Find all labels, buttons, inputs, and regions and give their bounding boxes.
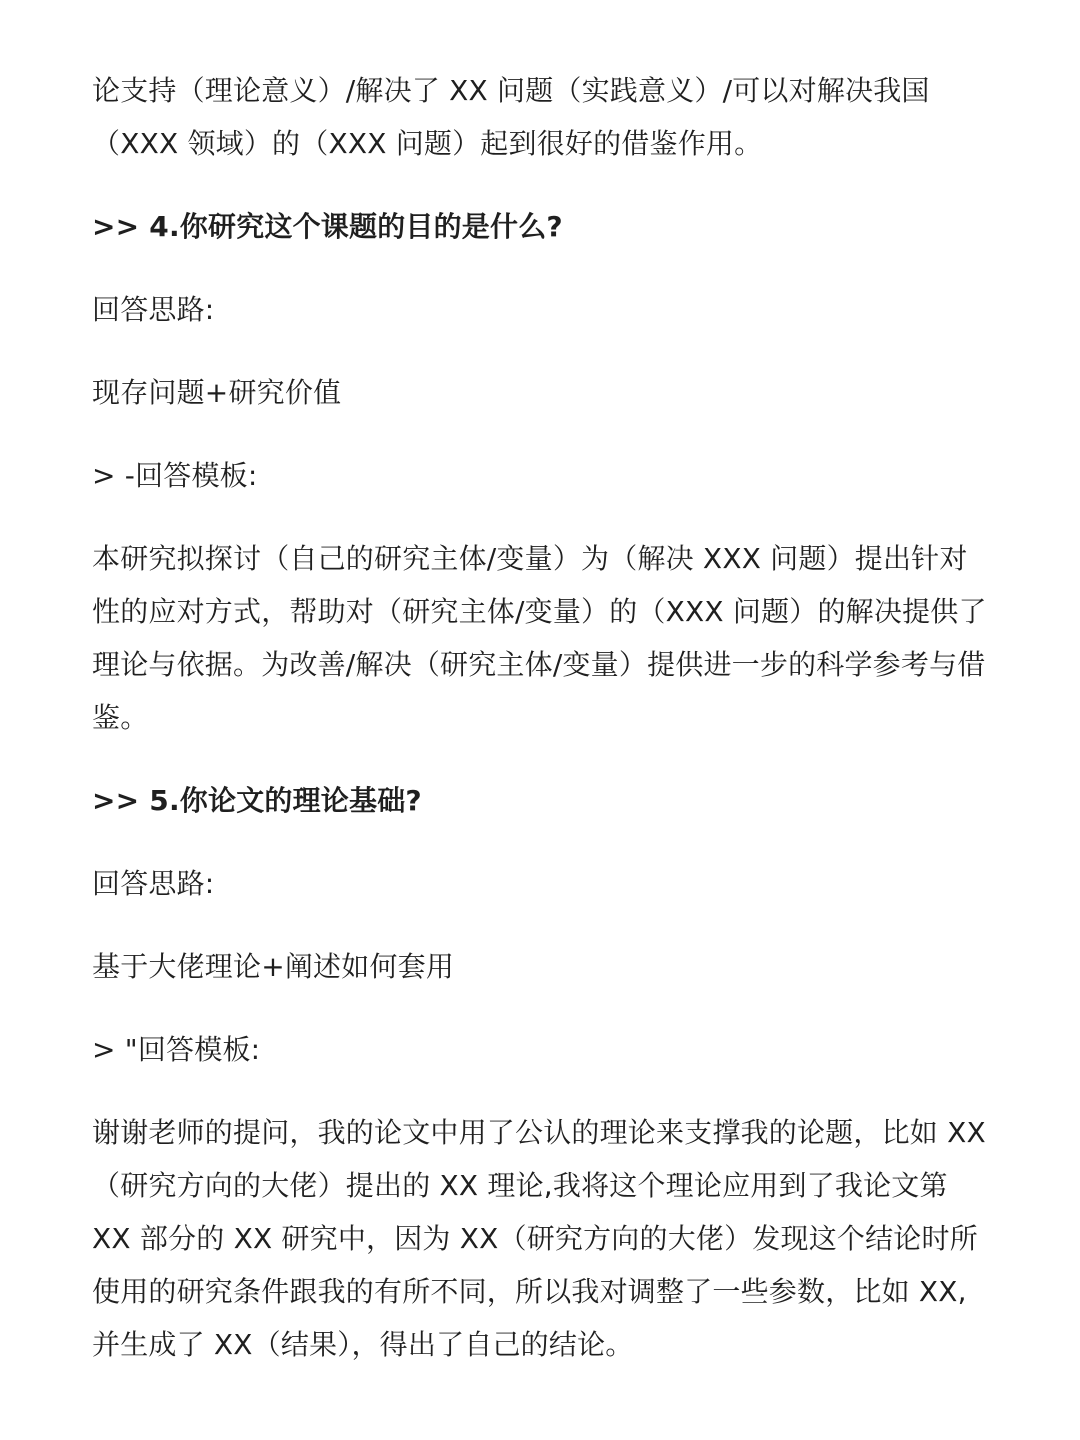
answer-template-label: > -回答模板: xyxy=(92,459,258,492)
document-body xyxy=(92,64,992,1371)
question-5-heading: >> 5.你论文的理论基础? xyxy=(92,784,422,817)
answer-approach-text-2: 基于大佬理论+阐述如何套用 xyxy=(92,950,455,983)
question-4-heading: >> 4.你研究这个课题的目的是什么? xyxy=(92,210,563,243)
answer-approach-label: 回答思路: xyxy=(92,293,215,326)
paragraph-intro-continuation: 论支持（理论意义）/解决了 XX 问题（实践意义）/可以对解决我国（XXX 领域）的（XXX 问题）起到很好的借鉴作用。 xyxy=(92,74,930,160)
answer-approach-label-2: 回答思路: xyxy=(92,867,215,900)
answer-template-label-2: > "回答模板: xyxy=(92,1033,261,1066)
answer-template-text-2: 谢谢老师的提问，我的论文中用了公认的理论来支撑我的论题，比如 XX（研究方向的大佬）提出的 XX 理论,我将这个理论应用到了我论文第 XX 部分的 XX 研究中，因为 XX（研究方向的大佬）发现这个结论时所使用的研究条件跟我的有所不同，所以我对调整了一些参数，比如 XX,并生成了 XX（结果），得出了自己的结论。 xyxy=(92,1116,986,1361)
answer-template-text: 本研究拟探讨（自己的研究主体/变量）为（解决 XXX 问题）提出针对性的应对方式，帮助对（研究主体/变量）的（XXX 问题）的解决提供了理论与依据。为改善/解决（研究主体/变量）提供进一步的科学参考与借鉴。 xyxy=(92,542,987,734)
answer-approach-text: 现存问题+研究价值 xyxy=(92,376,342,409)
